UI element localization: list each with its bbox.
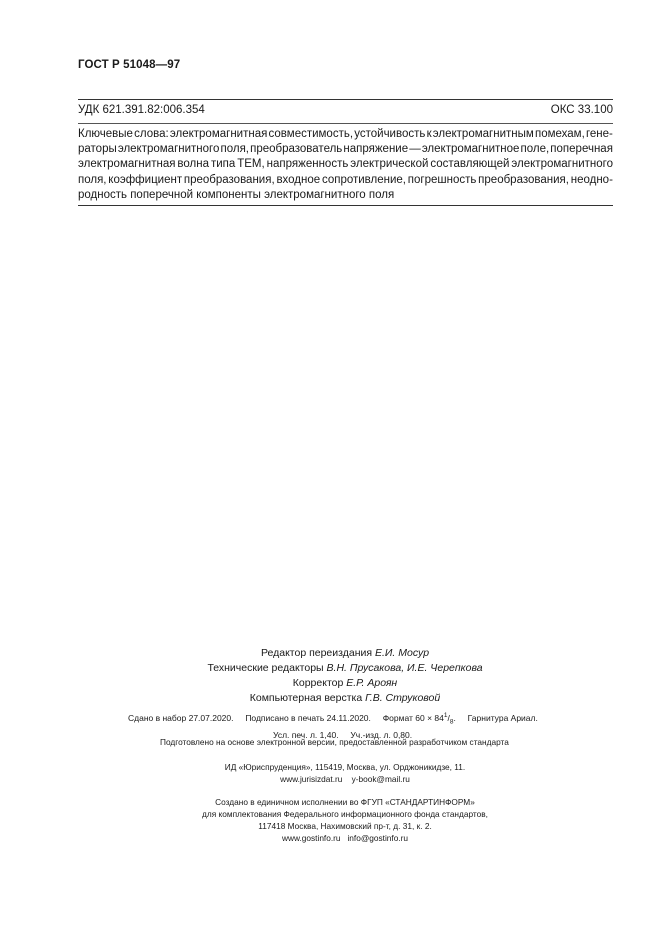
keyword-word: слова: (134, 128, 169, 140)
publisher-contacts (150, 773, 540, 785)
prepared-note: Подготовлено на основе электронной версии, предоставленной разработчиком стандарта (160, 737, 509, 747)
publisher-website: www.jurisizdat.ru (280, 774, 343, 784)
keyword-word: составляющей (430, 158, 510, 171)
keyword-word: преобразователь (250, 143, 343, 156)
print-info-row (128, 709, 538, 729)
keyword-word: электромагнитного (117, 143, 220, 156)
credits-block (195, 646, 495, 706)
format-denominator: 8 (449, 718, 454, 726)
keyword-word: входное (276, 173, 321, 186)
standartinform-address: 117418 Москва, Нахимовский пр-т, д. 31, к. 2. (258, 821, 432, 831)
keyword-word: поле, (520, 143, 550, 156)
keywords-line (78, 173, 613, 188)
keyword-word: гене- (585, 128, 613, 140)
format-numerator: 1 (443, 712, 448, 719)
keyword-word: поля, (78, 173, 107, 186)
standartinform-line: Создано в единичном исполнении во ФГУП «СТАНДАРТИНФОРМ» (215, 797, 475, 807)
oks-code: ОКС 33.100 (550, 104, 613, 116)
reeditor-label: Редактор переиздания (260, 647, 373, 659)
format-label: Формат 60 × 84 (382, 712, 444, 723)
keyword-word: электромагнитным (432, 128, 534, 140)
keywords-line (78, 157, 613, 172)
typeface-info: Гарнитура Ариал. (467, 712, 538, 723)
standartinform-email: info@gostinfo.ru (347, 833, 409, 843)
tech-editors-names: В.Н. Прусакова, И.Е. Черепкова (326, 662, 483, 674)
keyword-word: погрешность (407, 173, 477, 186)
layout-line (195, 691, 495, 706)
standartinform-contacts (150, 832, 540, 844)
keywords-line (78, 188, 613, 203)
tech-editors-line (195, 661, 495, 676)
standartinform-website: www.gostinfo.ru (281, 833, 341, 843)
keyword-word: преобразования, (478, 173, 569, 186)
bottom-rule (78, 205, 613, 206)
keyword-word: совместимость, (268, 128, 354, 140)
format-info: Формат $60 \times 84^1/_8$. (382, 712, 456, 726)
udk-code: УДК 621.391.82:006.354 (78, 104, 205, 116)
keyword-word: ТЕМ, (237, 158, 265, 171)
keywords-line (78, 142, 613, 157)
corrector-label: Корректор (292, 677, 344, 689)
reeditor-line (195, 646, 495, 661)
keyword-word: к (426, 128, 432, 140)
tech-editors-label: Технические редакторы (207, 662, 324, 674)
standartinform-block (150, 796, 540, 844)
middle-rule (78, 123, 613, 124)
signed-date: Подписано в печать 24.11.2020. (245, 712, 371, 723)
keyword-word: электромагнитная (78, 158, 176, 171)
corrector-line (195, 676, 495, 691)
submitted-date: Сдано в набор 27.07.2020. (128, 712, 234, 723)
standard-number-header: ГОСТ Р 51048—97 (78, 59, 181, 71)
keyword-word: неодно- (570, 173, 613, 186)
corrector-name: Е.Р. Ароян (346, 677, 398, 689)
keyword-word: — (409, 143, 421, 156)
keyword-word: напряженность (266, 158, 349, 171)
top-rule (78, 99, 613, 100)
publisher-block (150, 761, 540, 785)
keyword-word: электрической (350, 158, 429, 171)
keywords-line (78, 127, 613, 142)
standartinform-line: для комплектования Федерального информационного фонда стандартов, (202, 809, 488, 819)
keyword-word: помехам, (534, 128, 585, 140)
publisher-sheets: Уч.-изд. л. 0,80. (350, 729, 413, 740)
keyword-word: преобразования, (183, 173, 275, 186)
reeditor-name: Е.И. Мосур (374, 647, 430, 659)
keyword-word: электромагнитное (421, 143, 520, 156)
classification-row (78, 104, 613, 116)
keyword-word: поперечная (550, 143, 613, 156)
keyword-word: родность поперечной компоненты электромагнитного поля (78, 188, 395, 201)
keyword-word: коэффициент (108, 173, 183, 186)
layout-label: Компьютерная верстка (249, 692, 363, 704)
keyword-word: электромагнитного (511, 158, 613, 171)
print-sheets: Усл. печ. л. 1,40. (273, 729, 339, 740)
keyword-word: волна (177, 158, 209, 171)
keyword-word: напряжение (343, 143, 409, 156)
keywords-block (78, 127, 613, 203)
layout-name: Г.В. Струковой (365, 692, 441, 704)
publisher-address: ИД «Юриспруденция», 115419, Москва, ул. Орджоникидзе, 11. (224, 762, 466, 772)
publisher-email: y-book@mail.ru (351, 774, 410, 784)
keyword-word: сопротивление, (321, 173, 407, 186)
keyword-word: Ключевые (78, 128, 133, 140)
keyword-word: устойчивость (354, 128, 426, 140)
keyword-word: электромагнитная (169, 128, 268, 140)
keyword-word: поля, (220, 143, 250, 156)
keyword-word: раторы (78, 143, 117, 156)
keyword-word: типа (210, 158, 236, 171)
